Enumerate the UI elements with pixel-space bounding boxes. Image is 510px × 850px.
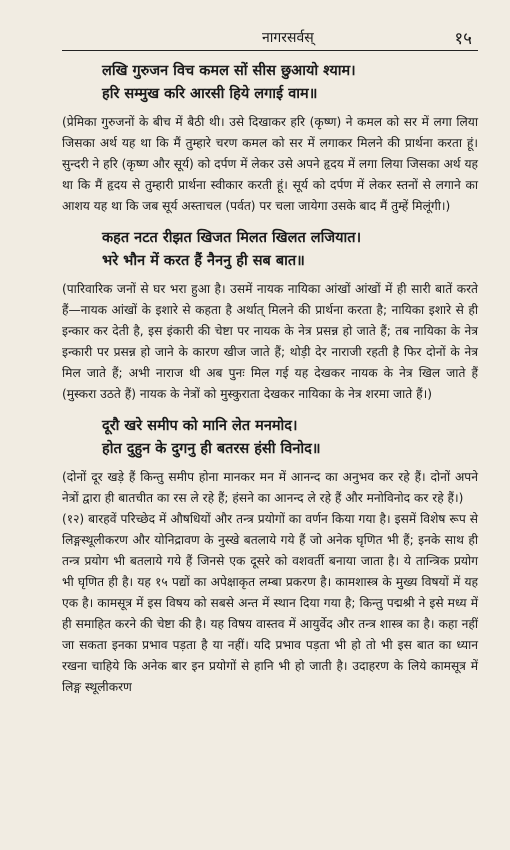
verse-1	[102, 60, 478, 106]
commentary-1: (प्रेमिका गुरुजनों के बीच में बैठी थी। उसे दिखाकर हरि (कृष्ण) ने कमल को सर में लगा लिया जिसका अर्थ यह था कि मैं तुम्हारे चरण कमल को सर में लगाकर मिलने की प्रार्थना करता हूं। सुन्दरी ने हरि (कृष्ण और सूर्य) को दर्पण में लेकर उसे अपने हृदय में लगा लिया जिसका अर्थ यह था कि मैं हृदय से तुम्हारी प्रार्थना स्वीकार करती हूं। सूर्य को दर्पण में लेकर स्तनों से लगाने का आशय यह था कि जब सूर्य अस्ताचल (पर्वत) पर चला जायेगा उसके बाद मैं तुम्हें मिलूंगी।)	[62, 115, 478, 213]
commentary-2: (पारिवारिक जनों से घर भरा हुआ है। उसमें नायक नायिका आंखों आंखों में ही सारी बातें करते हैं—नायक आंखों के इशारे से कहता है अर्थात् मिलने की प्रार्थना करता है; नायिका इशारे से ही इन्कार कर देती है, इस इंकारी की चेष्टा पर नायक के नेत्र प्रसन्न हो जाते हैं; तब नायिका के नेत्र इन्कारी पर प्रसन्न हो जाने के कारण खीज जाते हैं; थोड़ी देर नाराजी रहती है फिर दोनों के नेत्र मिल जाते हैं; अभी नाराज थी अब पुनः मिल गई यह देखकर नायक के नेत्र खिल जाते हैं (मुस्करा उठते हैं) नायक के नेत्रों को मुस्कुराता देखकर नायिका के नेत्र शरमा जाते हैं।)	[62, 282, 478, 401]
verse-line: हरि सम्मुख करि आरसी हिये लगाई वाम॥	[102, 86, 318, 102]
verse-2	[102, 227, 478, 273]
running-header	[62, 28, 478, 51]
verse-line: कहत नटत रीझत खिजत मिलत खिलत लजियात।	[102, 230, 362, 246]
page-number: १५	[454, 29, 472, 49]
book-title: नागरसर्वस्	[262, 30, 314, 46]
verse-line: भरे भौन में करत हैं नैननु ही सब बात॥	[102, 253, 305, 269]
verse-line: लखि गुरुजन विच कमल सों सीस छुआयो श्याम।	[102, 63, 356, 79]
verse-line: दूरौ खरे समीप को मानि लेत मनमोद।	[102, 418, 298, 434]
commentary-3: (दोनों दूर खड़े हैं किन्तु समीप होना मानकर मन में आनन्द का अनुभव कर रहे हैं। दोनों अपने नेत्रों द्वारा ही बातचीत का रस ले रहे हैं; हंसने का आनन्द ले रहे हैं और मनोविनोद कर रहे हैं।)	[62, 470, 478, 505]
closing-paragraph: (१२) बारहवें परिच्छेद में औषधियों और तन्त्र प्रयोगों का वर्णन किया गया है। इसमें विशेष रूप से लिङ्गस्थूलीकरण और योनिद्रावण के नुस्खे बतलाये गये हैं जो अनेक घृणित भी हैं; इनके साथ ही तन्त्र प्रयोग भी बतलाये गये हैं जिनसे एक दूसरे को वशवर्ती बनाया जाता है। ये तान्त्रिक प्रयोग भी घृणित ही है। यह १५ पद्यों का अपेक्षाकृत लम्बा प्रकरण है। कामशास्त्र के मुख्य विषयों में यह एक है। कामसूत्र में इस विषय को सबसे अन्त में स्थान दिया गया है; किन्तु पद्मश्री ने इसे मध्य में ही समाहित करने की चेष्टा की है। यह विषय वास्तव में आयुर्वेद और तन्त्र शास्त्र का है। कहा नहीं जा सकता इनका प्रभाव पड़ता है या नहीं। यदि प्रभाव पड़ता भी हो तो भी इस बात का ध्यान रखना चाहिये कि अनेक बार इन प्रयोगों से हानि भी हो जाती है। उदाहरण के लिये कामसूत्र में लिङ्ग स्थूलीकरण	[62, 512, 478, 694]
verse-3	[102, 415, 478, 461]
verse-line: होत दुहुन के दुगनु ही बतरस हंसी विनोद॥	[102, 441, 321, 457]
page-content	[62, 60, 478, 698]
